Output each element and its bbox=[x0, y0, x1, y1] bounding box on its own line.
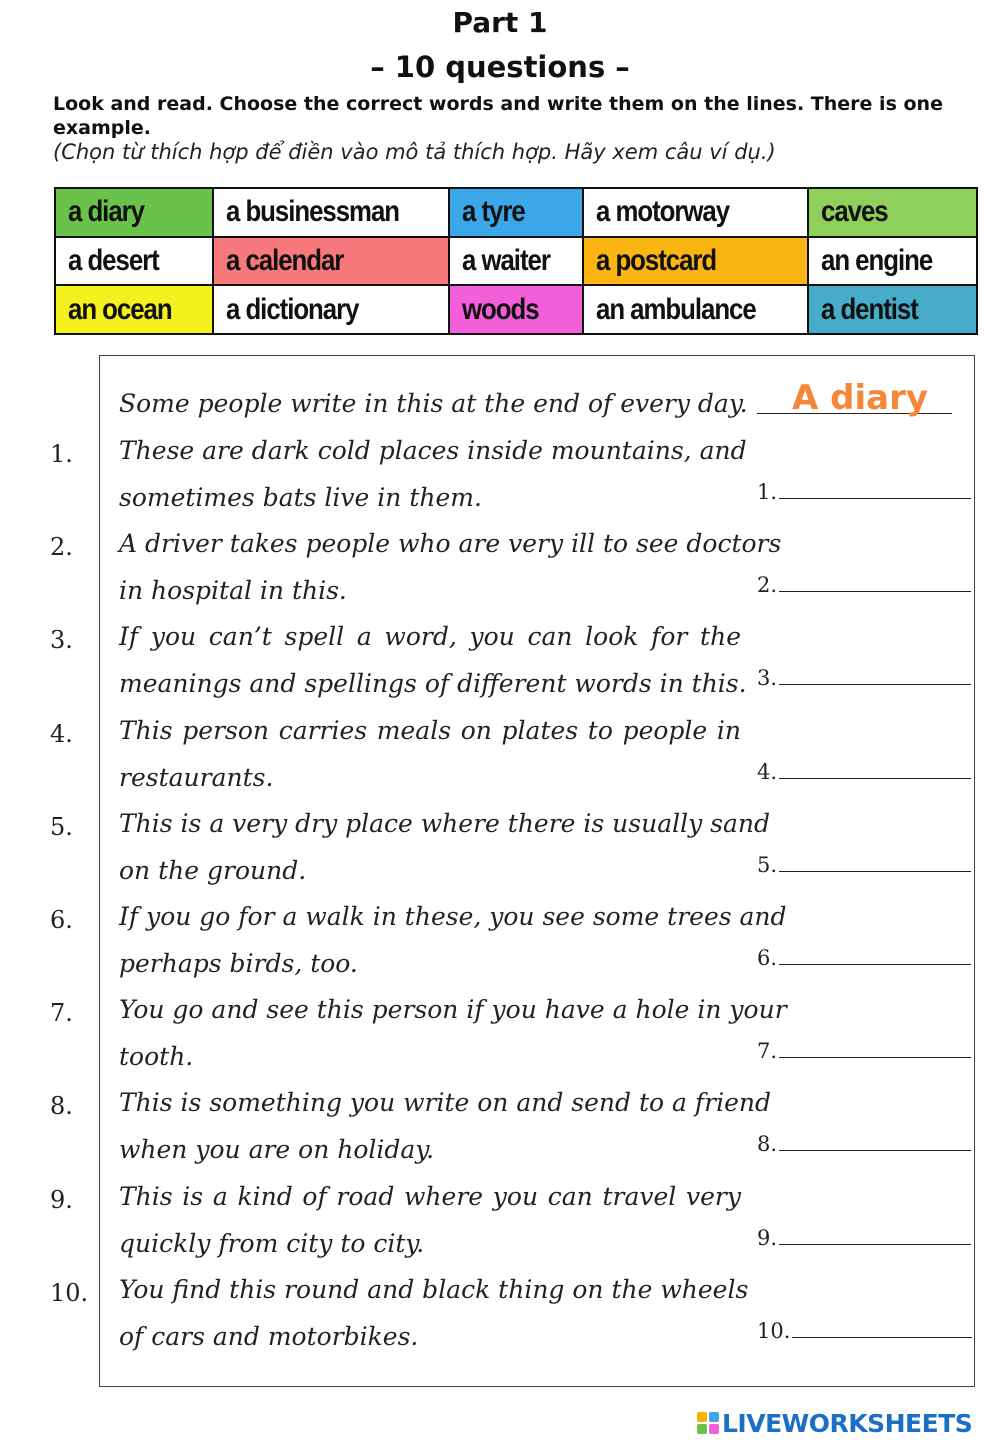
word-bank-cell bbox=[55, 188, 213, 237]
word-bank-cell bbox=[213, 188, 449, 237]
answer-label: 5. bbox=[757, 853, 778, 877]
part-title: Part 1 bbox=[452, 6, 548, 39]
answer-label: 2. bbox=[757, 573, 778, 597]
answer-field[interactable] bbox=[757, 1132, 971, 1156]
answer-label: 6. bbox=[757, 946, 778, 970]
word-bank-cell bbox=[449, 188, 583, 237]
logo-square bbox=[697, 1424, 707, 1434]
answer-line[interactable] bbox=[779, 1041, 971, 1058]
word-bank-cell bbox=[808, 188, 977, 237]
answer-line[interactable] bbox=[779, 668, 971, 685]
word-bank-cell bbox=[808, 237, 977, 286]
word-bank-row bbox=[55, 188, 977, 237]
liveworksheets-brand-text: LIVEWORKSHEETS bbox=[722, 1408, 973, 1438]
word-bank-word: a dictionary bbox=[226, 292, 359, 326]
questions-count-title: – 10 questions – bbox=[370, 50, 630, 84]
answer-line[interactable] bbox=[779, 575, 971, 592]
question-text-line2: tooth. bbox=[119, 1042, 194, 1071]
question-text-line1: You find this round and black thing on the wheels bbox=[119, 1275, 749, 1304]
logo-square bbox=[697, 1412, 707, 1422]
word-bank-word: woods bbox=[462, 292, 539, 326]
question-text-line1: This is something you write on and send to a friend bbox=[119, 1088, 771, 1117]
answer-label: 7. bbox=[757, 1039, 778, 1063]
answer-line[interactable] bbox=[779, 855, 971, 872]
answer-line[interactable] bbox=[779, 948, 971, 965]
word-bank-cell bbox=[808, 285, 977, 334]
question-number: 9. bbox=[50, 1186, 73, 1214]
question-text-line1: This is a very dry place where there is usually sand bbox=[119, 809, 771, 838]
word-bank-word: an ocean bbox=[68, 292, 172, 326]
question-number: 7. bbox=[50, 999, 73, 1027]
question-text-line1: If you can’t spell a word, you can look for the bbox=[119, 622, 741, 651]
question-text-line1: If you go for a walk in these, you see some trees and bbox=[119, 902, 787, 931]
word-bank-cell bbox=[213, 285, 449, 334]
question-text-line2: restaurants. bbox=[119, 763, 274, 792]
question-number: 3. bbox=[50, 626, 73, 654]
word-bank-cell bbox=[583, 285, 808, 334]
answer-field[interactable] bbox=[757, 666, 971, 690]
word-bank-row bbox=[55, 237, 977, 286]
word-bank-row bbox=[55, 285, 977, 334]
word-bank-word: caves bbox=[821, 195, 888, 229]
answer-field[interactable] bbox=[757, 760, 971, 784]
answer-line[interactable] bbox=[779, 1134, 971, 1151]
answer-label: 10. bbox=[757, 1319, 791, 1343]
question-number: 5. bbox=[50, 813, 73, 841]
instructions-vietnamese: (Chọn từ thích hợp để điền vào mô tả thích hợp. Hãy xem câu ví dụ.) bbox=[53, 140, 776, 164]
question-number: 2. bbox=[50, 533, 73, 561]
example-answer: A diary bbox=[792, 378, 929, 418]
question-text-line1: This person carries meals on plates to people in bbox=[119, 716, 741, 745]
answer-field[interactable] bbox=[757, 1039, 971, 1063]
word-bank-word: a tyre bbox=[462, 195, 525, 229]
answer-label: 8. bbox=[757, 1132, 778, 1156]
answer-line[interactable] bbox=[779, 1228, 971, 1245]
question-number: 8. bbox=[50, 1092, 73, 1120]
liveworksheets-logo bbox=[697, 1406, 972, 1440]
question-text-line1: You go and see this person if you have a hole in your bbox=[119, 995, 787, 1024]
answer-label: 4. bbox=[757, 760, 778, 784]
question-text-line2: of cars and motorbikes. bbox=[119, 1322, 419, 1351]
word-bank-word: a waiter bbox=[462, 243, 550, 277]
answer-field[interactable] bbox=[757, 1319, 972, 1343]
question-text-line2: in hospital in this. bbox=[119, 576, 347, 605]
answer-label: 9. bbox=[757, 1226, 778, 1250]
word-bank-word: a desert bbox=[68, 243, 159, 277]
word-bank-cell bbox=[55, 237, 213, 286]
example-question-text: Some people write in this at the end of every day. bbox=[119, 389, 748, 418]
answer-line[interactable] bbox=[779, 482, 971, 499]
question-text-line1: A driver takes people who are very ill to see doctors bbox=[119, 529, 782, 558]
word-bank-word: a motorway bbox=[596, 195, 730, 229]
question-number: 1. bbox=[50, 440, 73, 468]
answer-field[interactable] bbox=[757, 480, 971, 504]
word-bank-cell bbox=[55, 285, 213, 334]
question-text-line1: This is a kind of road where you can travel very bbox=[119, 1182, 741, 1211]
question-text-line2: sometimes bats live in them. bbox=[119, 483, 482, 512]
question-text-line1: These are dark cold places inside mountains, and bbox=[119, 436, 747, 465]
logo-square bbox=[709, 1424, 719, 1434]
answer-line[interactable] bbox=[792, 1321, 972, 1338]
instructions-english: Look and read. Choose the correct words and write them on the lines. There is one example. bbox=[53, 93, 943, 139]
question-number: 10. bbox=[50, 1279, 89, 1307]
logo-square bbox=[709, 1412, 719, 1422]
question-text-line2: perhaps birds, too. bbox=[119, 949, 358, 978]
answer-field[interactable] bbox=[757, 573, 971, 597]
question-text-line2: meanings and spellings of different words in this. bbox=[119, 669, 747, 698]
question-number: 4. bbox=[50, 720, 73, 748]
word-bank-word: a dentist bbox=[821, 292, 918, 326]
word-bank-word: a businessman bbox=[226, 195, 399, 229]
answer-field[interactable] bbox=[757, 1226, 971, 1250]
word-bank-word: an ambulance bbox=[596, 292, 756, 326]
word-bank-cell bbox=[449, 285, 583, 334]
answer-label: 1. bbox=[757, 480, 778, 504]
word-bank-cell bbox=[213, 237, 449, 286]
word-bank-cell bbox=[583, 237, 808, 286]
word-bank-table bbox=[54, 187, 978, 335]
liveworksheets-logo-icon bbox=[697, 1412, 719, 1434]
word-bank-cell bbox=[449, 237, 583, 286]
question-text-line2: when you are on holiday. bbox=[119, 1135, 435, 1164]
answer-field[interactable] bbox=[757, 946, 971, 970]
question-text-line2: on the ground. bbox=[119, 856, 307, 885]
question-text-line2: quickly from city to city. bbox=[119, 1229, 425, 1258]
answer-field[interactable] bbox=[757, 853, 971, 877]
word-bank-word: an engine bbox=[821, 243, 933, 277]
answer-label: 3. bbox=[757, 666, 778, 690]
question-number: 6. bbox=[50, 906, 73, 934]
word-bank-word: a calendar bbox=[226, 243, 344, 277]
word-bank-word: a postcard bbox=[596, 243, 717, 277]
word-bank-cell bbox=[583, 188, 808, 237]
word-bank-word: a diary bbox=[68, 195, 144, 229]
answer-line[interactable] bbox=[779, 762, 971, 779]
